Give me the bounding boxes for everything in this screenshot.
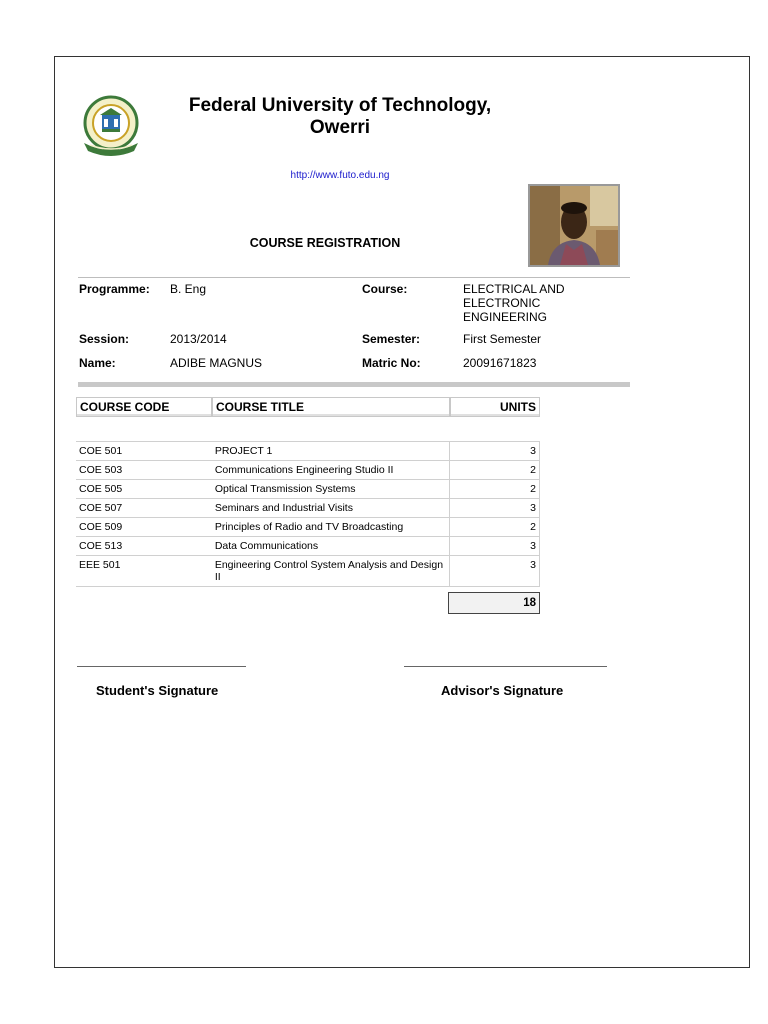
name-value: ADIBE MAGNUS <box>170 356 263 370</box>
advisor-signature-line <box>404 666 607 667</box>
course-code: COE 505 <box>76 480 212 499</box>
course-code: COE 501 <box>76 442 212 461</box>
matric-value: 20091671823 <box>463 356 537 370</box>
course-title: PROJECT 1 <box>212 442 450 461</box>
document-heading: COURSE REGISTRATION <box>249 236 401 250</box>
course-line-2: ELECTRONIC <box>463 296 541 310</box>
table-row <box>76 499 540 518</box>
name-label: Name: <box>79 356 116 370</box>
semester-value: First Semester <box>463 332 542 346</box>
course-title: Principles of Radio and TV Broadcasting <box>212 518 450 537</box>
course-title: Communications Engineering Studio II <box>212 461 450 480</box>
course-value <box>463 282 565 324</box>
course-units: 3 <box>450 499 540 518</box>
course-units: 2 <box>450 518 540 537</box>
table-row <box>76 518 540 537</box>
header-course-code: COURSE CODE <box>76 397 212 417</box>
university-title <box>160 95 520 139</box>
university-crest-icon <box>80 95 142 157</box>
course-line-3: ENGINEERING <box>463 310 548 324</box>
course-units: 3 <box>450 442 540 461</box>
table-row <box>76 480 540 499</box>
table-row <box>76 537 540 556</box>
student-signature-label: Student's Signature <box>96 683 219 698</box>
divider <box>78 277 630 278</box>
course-units: 3 <box>450 556 540 587</box>
course-units: 3 <box>450 537 540 556</box>
course-label: Course: <box>362 282 408 296</box>
programme-value: B. Eng <box>170 282 207 296</box>
course-units: 2 <box>450 480 540 499</box>
course-table <box>76 441 540 587</box>
table-header <box>76 397 540 419</box>
course-title: Engineering Control System Analysis and Design II <box>212 556 450 587</box>
table-row <box>76 556 540 587</box>
course-title: Seminars and Industrial Visits <box>212 499 450 518</box>
course-code: COE 503 <box>76 461 212 480</box>
student-signature-line <box>77 666 246 667</box>
course-units: 2 <box>450 461 540 480</box>
course-line-1: ELECTRICAL AND <box>463 282 565 296</box>
header-units: UNITS <box>450 397 540 417</box>
matric-label: Matric No: <box>362 356 421 370</box>
student-photo <box>528 184 620 267</box>
title-line-1: Federal University of Technology, <box>188 95 492 116</box>
course-title: Data Communications <box>212 537 450 556</box>
university-link[interactable]: http://www.futo.edu.ng <box>290 170 390 181</box>
programme-label: Programme: <box>79 282 150 296</box>
course-code: EEE 501 <box>76 556 212 587</box>
session-label: Session: <box>79 332 130 346</box>
title-line-2: Owerri <box>309 117 371 138</box>
section-divider <box>78 382 630 387</box>
course-code: COE 513 <box>76 537 212 556</box>
student-photo-image <box>530 186 618 265</box>
header-course-title: COURSE TITLE <box>212 397 450 417</box>
semester-label: Semester: <box>362 332 421 346</box>
course-code: COE 509 <box>76 518 212 537</box>
table-row <box>76 442 540 461</box>
table-row <box>76 461 540 480</box>
total-units: 18 <box>448 592 540 614</box>
advisor-signature-label: Advisor's Signature <box>441 683 564 698</box>
course-title: Optical Transmission Systems <box>212 480 450 499</box>
session-value: 2013/2014 <box>170 332 227 346</box>
course-code: COE 507 <box>76 499 212 518</box>
